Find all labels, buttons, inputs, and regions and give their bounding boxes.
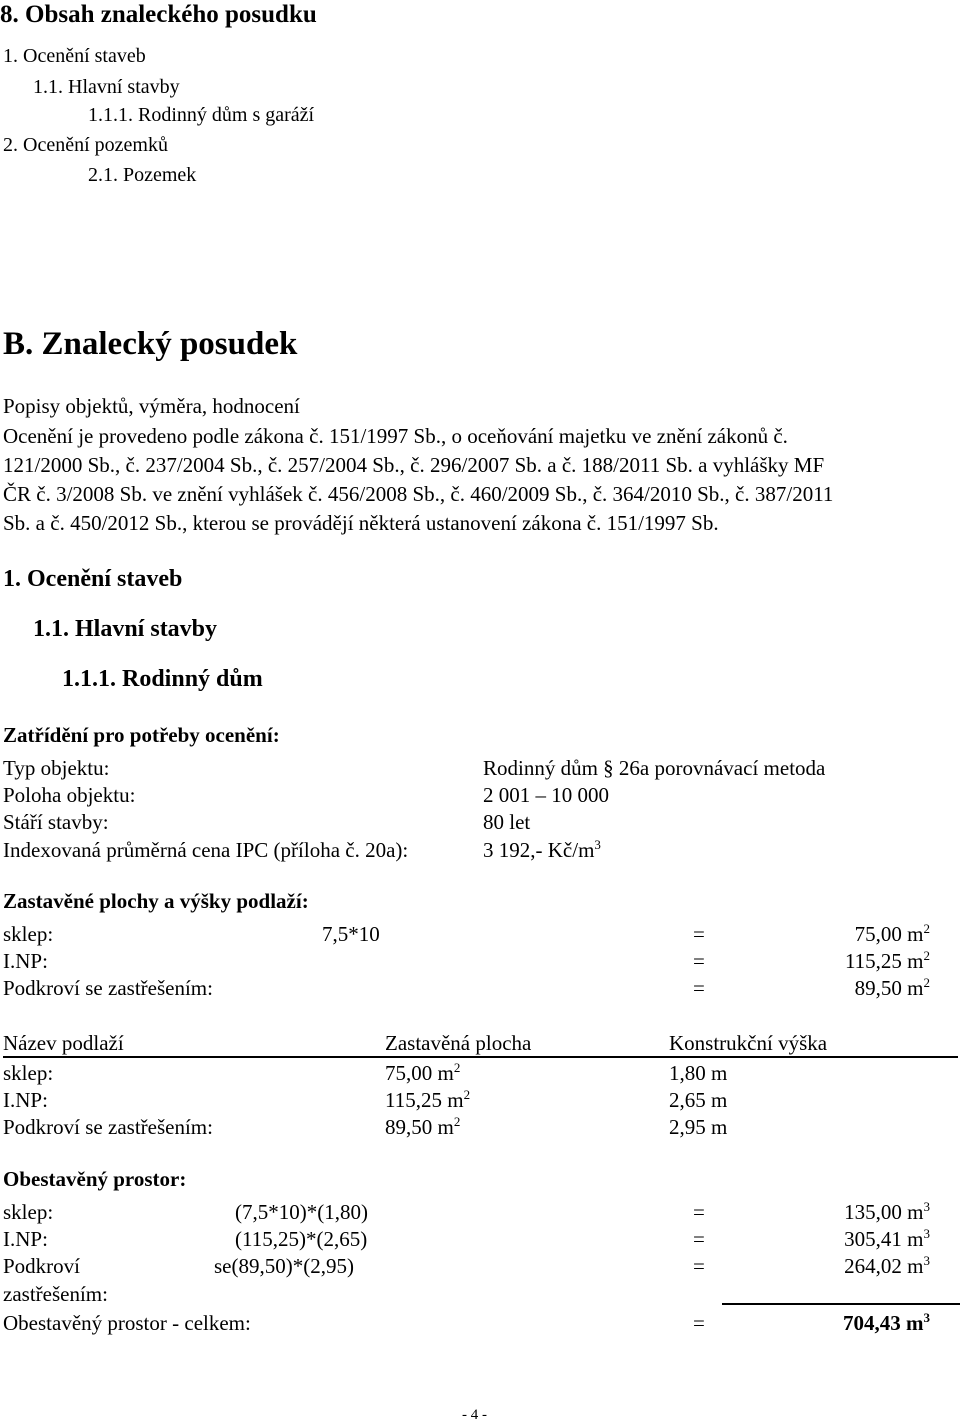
- area-label: Podkroví se zastřešením:: [3, 976, 213, 1000]
- table-cell: 89,50 $m^2$: [385, 1114, 461, 1139]
- area-value: 115,25 $m^2$: [844, 948, 930, 973]
- classification-value: 3 192,- $Kč/m^3$: [483, 837, 601, 862]
- area-label: I.NP:: [3, 949, 48, 973]
- intro-line: 121/2000 Sb., č. 237/2004 Sb., č. 257/2004 Sb., č. 296/2007 Sb. a č. 188/2011 Sb. a vyhlášky MF: [3, 453, 825, 477]
- table-cell: 75,00 $m^2$: [385, 1060, 461, 1085]
- volume-label: sklep:: [3, 1200, 54, 1224]
- volume-eq: =: [693, 1227, 705, 1251]
- total-rule: [722, 1303, 960, 1305]
- volume-total-value: 704,43 $m^3$: [843, 1310, 930, 1335]
- area-value: 89,50 $m^2$: [854, 975, 930, 1000]
- volume-formula: se(89,50)*(2,95): [214, 1254, 354, 1278]
- page-number: - 4 -: [462, 1407, 487, 1423]
- volume-formula: (115,25)*(2,65): [235, 1227, 368, 1251]
- toc-item: 1. Ocenění staveb: [3, 45, 146, 67]
- area-value: 75,00 $m^2$: [854, 921, 930, 946]
- volume-label-continued: zastřešením:: [3, 1282, 108, 1306]
- toc-item: 1.1.1. Rodinný dům s garáží: [88, 104, 315, 126]
- intro-line: Sb. a č. 450/2012 Sb., kterou se provádějí některá ustanovení zákona č. 151/1997 Sb.: [3, 511, 719, 535]
- section-title: B. Znalecký posudek: [3, 326, 298, 362]
- classification-value: Rodinný dům § 26a porovnávací metoda: [483, 756, 826, 780]
- volume-formula: (7,5*10)*(1,80): [235, 1200, 368, 1224]
- volume-value: 135,00 $m^3$: [844, 1199, 930, 1224]
- table-cell: 2,95 m: [669, 1115, 728, 1139]
- toc-item: 2.1. Pozemek: [88, 164, 197, 186]
- volume-eq: =: [693, 1254, 705, 1278]
- classification-title: Zatřídění pro potřeby ocenění:: [3, 723, 280, 747]
- table-cell: 115,25 $m^2$: [385, 1087, 471, 1112]
- volume-title: Obestavěný prostor:: [3, 1167, 187, 1191]
- table-header: Konstrukční výška: [669, 1031, 828, 1055]
- heading-2: 1.1. Hlavní stavby: [33, 616, 218, 642]
- toc-title: 8. Obsah znaleckého posudku: [0, 1, 317, 28]
- volume-label: I.NP:: [3, 1227, 48, 1251]
- intro-line: Ocenění je provedeno podle zákona č. 151/1997 Sb., o oceňování majetku ve znění zákonů č.: [3, 424, 788, 448]
- heading-3: 1.1.1. Rodinný dům: [62, 666, 263, 692]
- heading-1: 1. Ocenění staveb: [3, 566, 183, 592]
- classification-value: 2 001 – 10 000: [483, 783, 609, 807]
- volume-eq: =: [693, 1200, 705, 1224]
- area-eq: =: [693, 922, 705, 946]
- section-subtitle: Popisy objektů, výměra, hodnocení: [3, 394, 300, 418]
- table-cell: 2,65 m: [669, 1088, 728, 1112]
- volume-total-eq: =: [693, 1311, 705, 1335]
- table-header: Zastavěná plocha: [385, 1031, 532, 1055]
- volume-label: Podkroví: [3, 1254, 81, 1278]
- classification-label: Typ objektu:: [3, 756, 110, 780]
- classification-value: 80 let: [483, 810, 531, 834]
- table-header-rule: [3, 1056, 958, 1058]
- table-cell: 1,80 m: [669, 1061, 728, 1085]
- toc-item: 2. Ocenění pozemků: [3, 134, 168, 156]
- classification-label: Indexovaná průměrná cena IPC (příloha č. 20a):: [3, 838, 409, 862]
- classification-label: Poloha objektu:: [3, 783, 136, 807]
- volume-value: 264,02 $m^3$: [844, 1253, 930, 1278]
- area-eq: =: [693, 976, 705, 1000]
- area-formula: 7,5*10: [322, 922, 380, 946]
- intro-line: ČR č. 3/2008 Sb. ve znění vyhlášek č. 456/2008 Sb., č. 460/2009 Sb., č. 364/2010 Sb., č. 387/2011: [3, 482, 834, 506]
- toc-item: 1.1. Hlavní stavby: [33, 76, 180, 98]
- areas-title: Zastavěné plochy a výšky podlaží:: [3, 889, 309, 913]
- volume-total-label: Obestavěný prostor - celkem:: [3, 1311, 251, 1335]
- area-eq: =: [693, 949, 705, 973]
- volume-value: 305,41 $m^3$: [844, 1226, 930, 1251]
- table-cell: sklep:: [3, 1061, 54, 1085]
- classification-label: Stáří stavby:: [3, 810, 109, 834]
- table-cell: I.NP:: [3, 1088, 48, 1112]
- table-header: Název podlaží: [3, 1031, 124, 1055]
- table-cell: Podkroví se zastřešením:: [3, 1115, 213, 1139]
- area-label: sklep:: [3, 922, 54, 946]
